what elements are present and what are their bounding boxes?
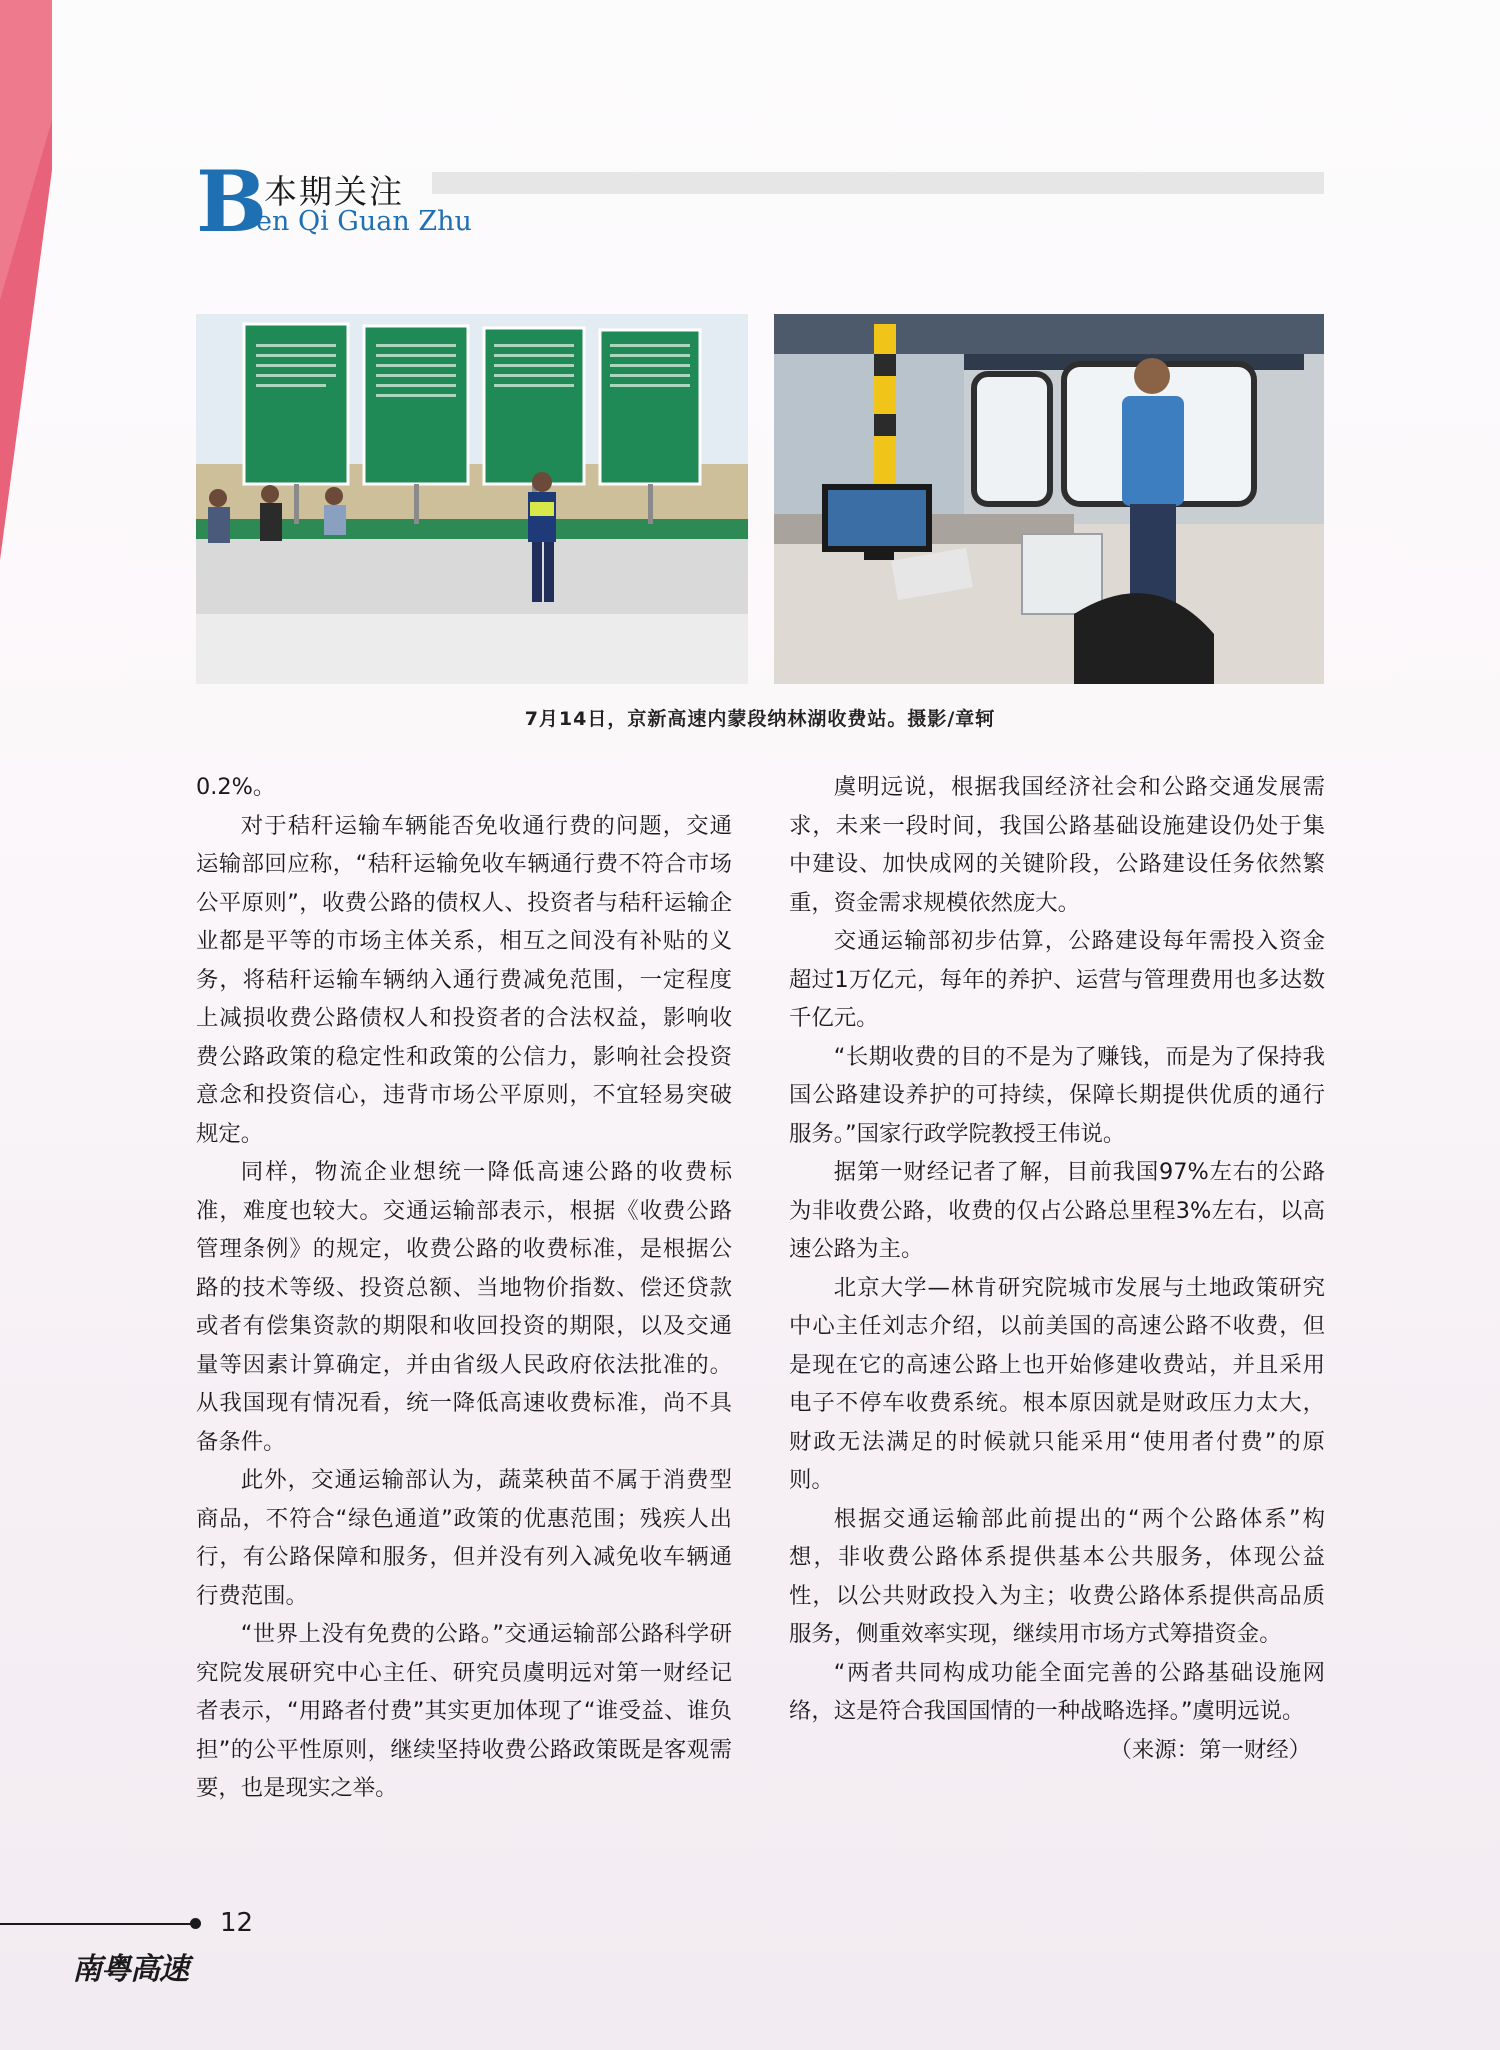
article-right-column <box>789 768 1325 1769</box>
header-title-en: en Qi Guan Zhu <box>256 206 472 237</box>
paragraph: “两者共同构成功能全面完善的公路基础设施网络，这是符合我国国情的一种战略选择。”虞明远说。 <box>789 1659 1325 1724</box>
paragraph: 此外，交通运输部认为，蔬菜秧苗不属于消费型商品，不符合“绿色通道”政策的优惠范围；残疾人出行，有公路保障和服务，但并没有列入减免收车辆通行费范围。 <box>196 1467 732 1609</box>
photo-caption: 7月14日，京新高速内蒙段纳林湖收费站。摄影/章轲 <box>524 708 996 730</box>
paragraph: 根据交通运输部此前提出的“两个公路体系”构想，非收费公路体系提供基本公共服务，体现公益性，以公共财政投入为主；收费公路体系提供高品质服务，侧重效率实现，继续用市场方式筹措资金。 <box>789 1505 1325 1647</box>
magazine-logo: 南粤高速 <box>72 1952 188 1987</box>
paragraph: “长期收费的目的不是为了赚钱，而是为了保持我国公路建设养护的可持续，保障长期提供优质的通行服务。”国家行政学院教授王伟说。 <box>789 1043 1325 1147</box>
paragraph: 0.2%。 <box>196 774 276 800</box>
paragraph: “世界上没有免费的公路。”交通运输部公路科学研究院发展研究中心主任、研究员虞明远对第一财经记者表示，“用路者付费”其实更加体现了“谁受益、谁负担”的公平性原则，继续坚持收费公路政策既是客观需要，也是现实之举。 <box>196 1621 732 1801</box>
footer-dot <box>190 1918 201 1929</box>
photo-toll-signboards <box>196 314 748 684</box>
paragraph: 对于秸秆运输车辆能否免收通行费的问题，交通运输部回应称，“秸秆运输免收车辆通行费不符合市场公平原则”，收费公路的债权人、投资者与秸秆运输企业都是平等的市场主体关系，相互之间没有补贴的义务，将秸秆运输车辆纳入通行费减免范围，一定程度上减损收费公路债权人和投资者的合法权益，影响收费公路政策的稳定性和政策的公信力，影响社会投资意念和投资信心，违背市场公平原则，不宜轻易突破规定。 <box>196 812 732 1147</box>
footer-rule <box>0 1923 194 1925</box>
decorative-red-stripe <box>0 0 60 560</box>
paragraph: 交通运输部初步估算，公路建设每年需投入资金超过1万亿元，每年的养护、运营与管理费用也多达数千亿元。 <box>789 928 1325 1031</box>
header-big-letter: B <box>196 152 267 251</box>
paragraph: 据第一财经记者了解，目前我国97%左右的公路为非收费公路，收费的仅占公路总里程3%左右，以高速公路为主。 <box>789 1159 1325 1262</box>
page-number: 12 <box>220 1908 254 1938</box>
article-left-column <box>196 768 732 1808</box>
photo-toll-booth-interior <box>774 314 1324 684</box>
section-header <box>196 152 1324 251</box>
header-title-cn: 本期关注 <box>264 172 404 211</box>
paragraph: 虞明远说，根据我国经济社会和公路交通发展需求，未来一段时间，我国公路基础设施建设仍处于集中建设、加快成网的关键阶段，公路建设任务依然繁重，资金需求规模依然庞大。 <box>789 774 1325 916</box>
paragraph: 同样，物流企业想统一降低高速公路的收费标准，难度也较大。交通运输部表示，根据《收费公路管理条例》的规定，收费公路的收费标准，是根据公路的技术等级、投资总额、当地物价指数、偿还贷款或者有偿集资款的期限和收回投资的期限，以及交通量等因素计算确定，并由省级人民政府依法批准的。从我国现有情况看，统一降低高速收费标准，尚不具备条件。 <box>196 1159 732 1455</box>
article-source: （来源：第一财经） <box>1109 1736 1311 1763</box>
header-bar <box>432 172 1324 194</box>
paragraph: 北京大学—林肯研究院城市发展与土地政策研究中心主任刘志介绍，以前美国的高速公路不收费，但是现在它的高速公路上也开始修建收费站，并且采用电子不停车收费系统。根本原因就是财政压力太大，财政无法满足的时候就只能采用“使用者付费”的原则。 <box>789 1274 1325 1493</box>
